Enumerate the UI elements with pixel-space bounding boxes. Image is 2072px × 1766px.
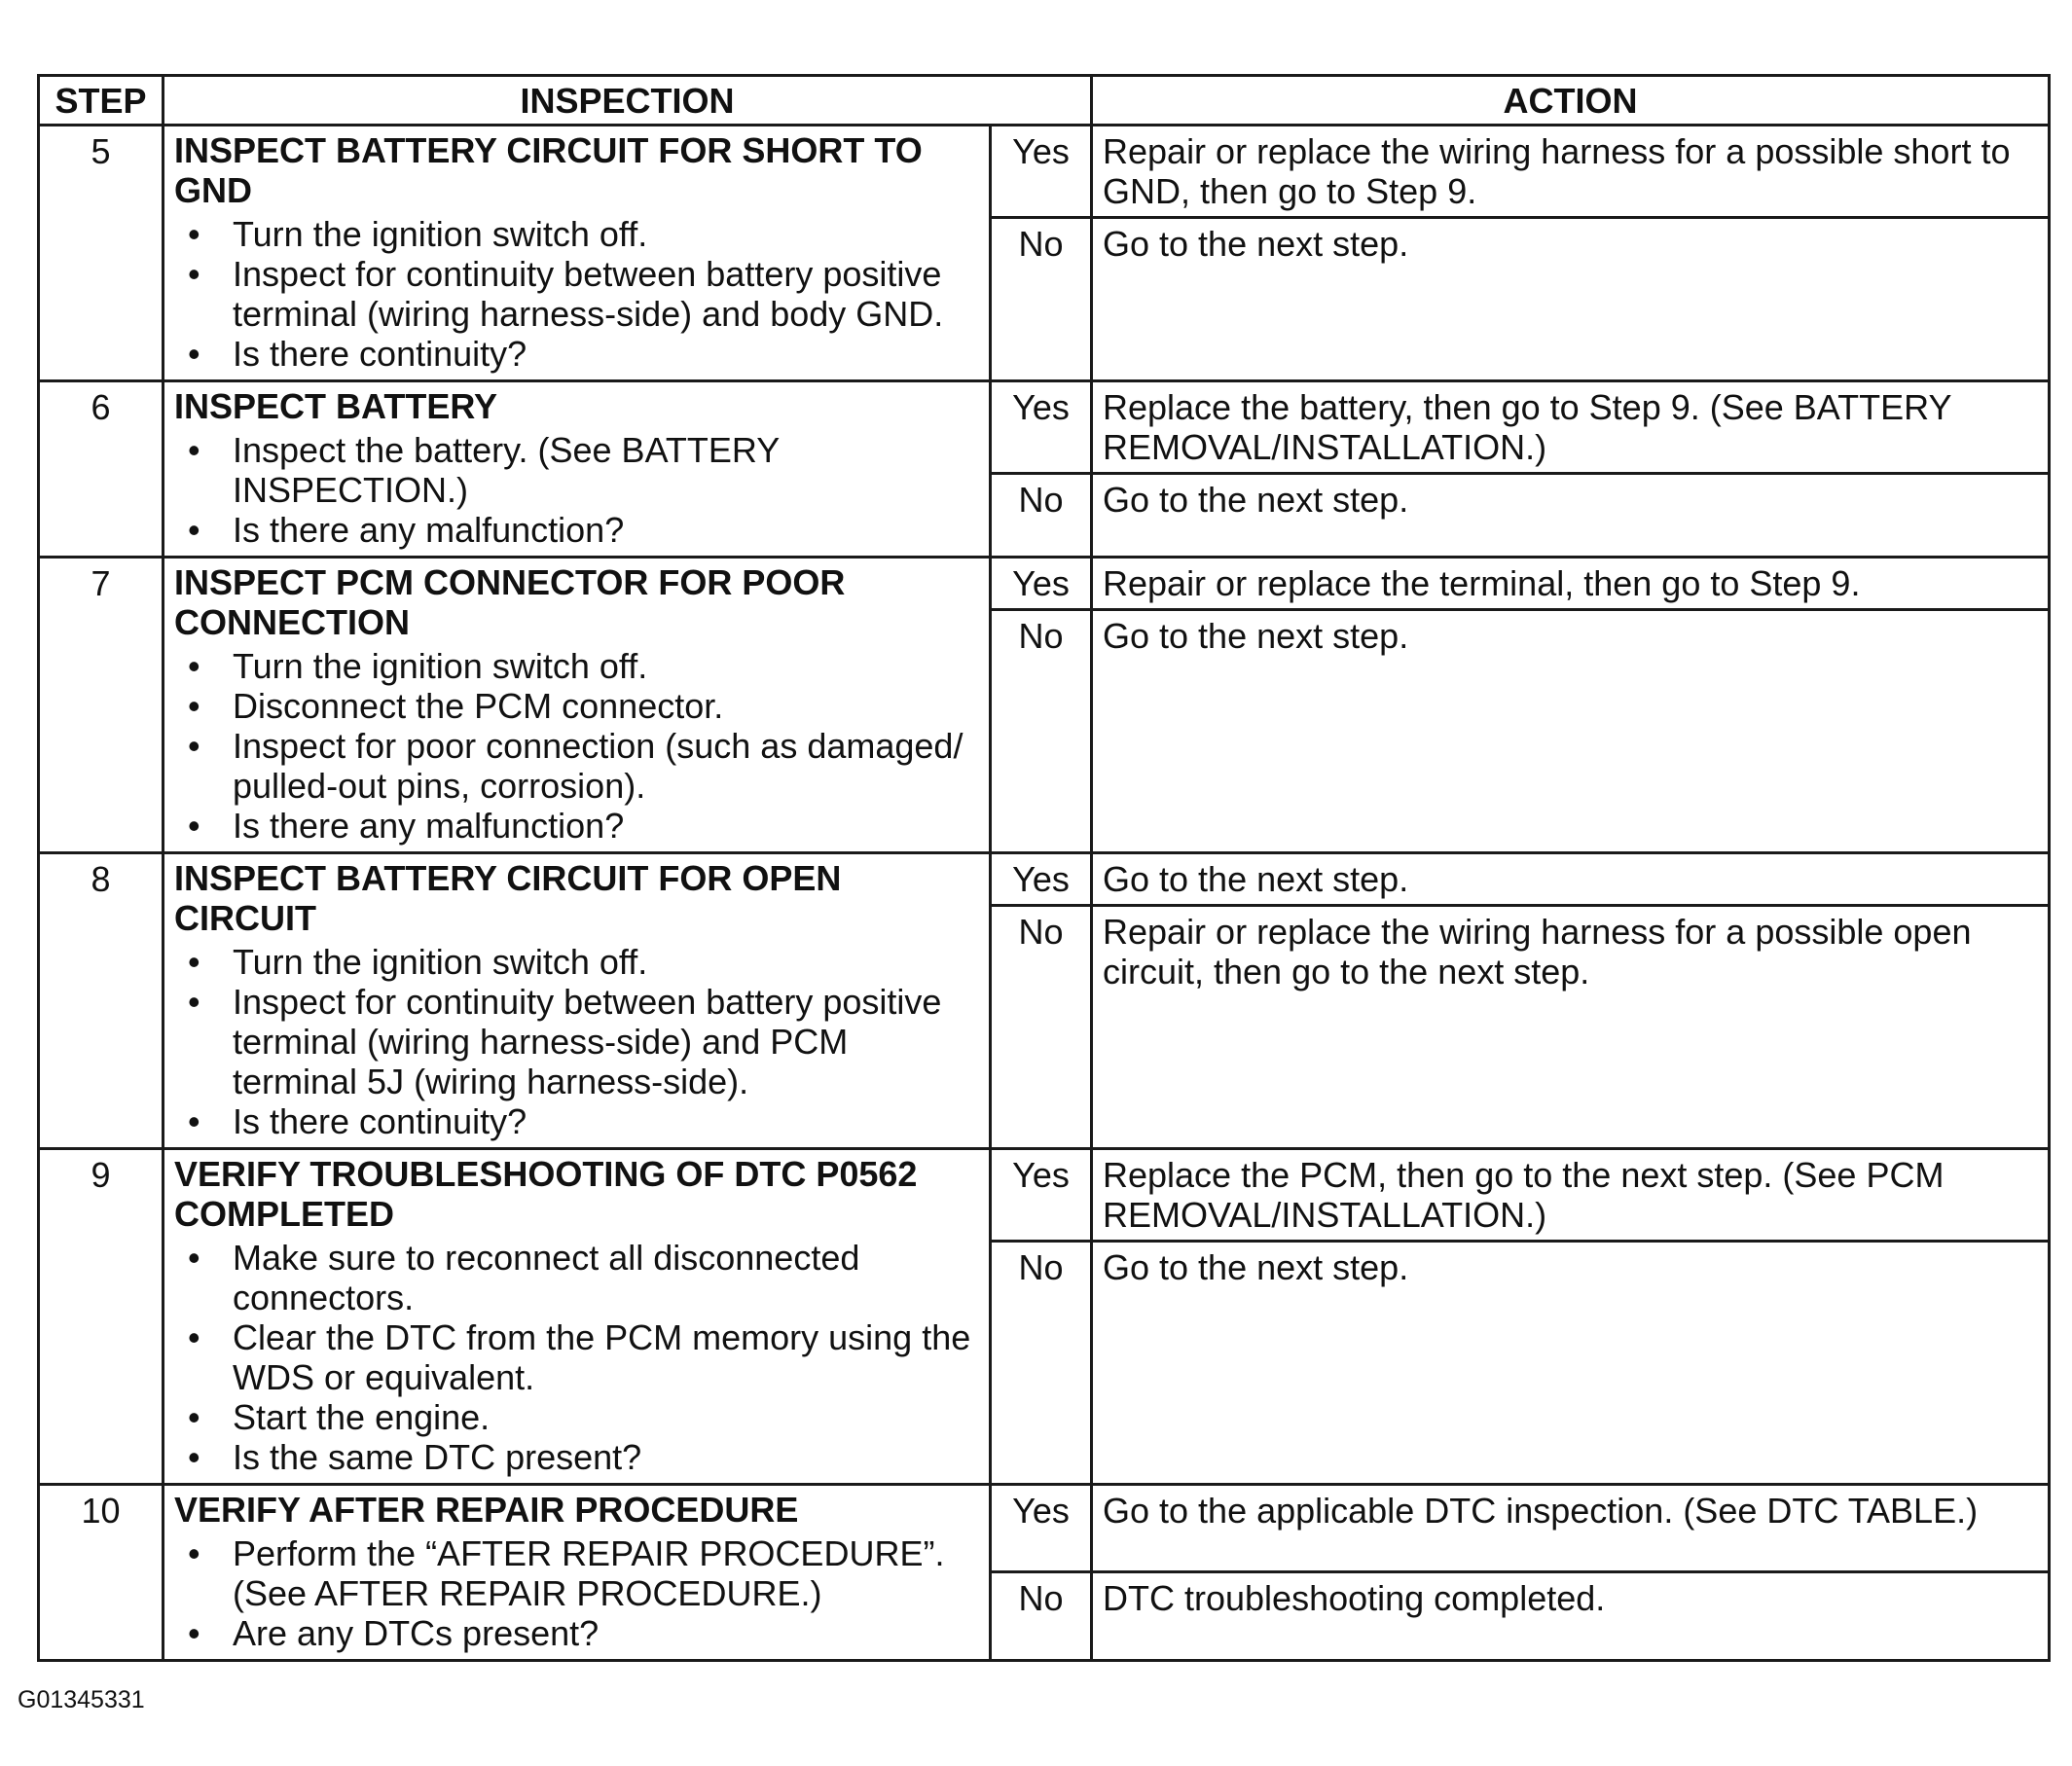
inspection-bullet: • Disconnect the PCM connector. bbox=[174, 686, 979, 726]
no-action: DTC troubleshooting completed. bbox=[1092, 1572, 2050, 1661]
inspection-title: INSPECT BATTERY bbox=[174, 386, 498, 426]
step-row-yes bbox=[39, 853, 2050, 906]
no-label: No bbox=[991, 1242, 1092, 1485]
yes-label: Yes bbox=[991, 558, 1092, 610]
no-action: Repair or replace the wiring harness for a possible open circuit, then go to the next step. bbox=[1092, 906, 2050, 1149]
inspection-bullets bbox=[174, 430, 979, 550]
yes-label: Yes bbox=[991, 853, 1092, 906]
inspection-title: INSPECT PCM CONNECTOR FOR POOR CONNECTION bbox=[174, 562, 846, 642]
no-label: No bbox=[991, 474, 1092, 558]
inspection-bullet: • Make sure to reconnect all disconnected connectors. bbox=[174, 1238, 979, 1317]
inspection-bullet: • Are any DTCs present? bbox=[174, 1613, 979, 1653]
inspection-bullet: • Clear the DTC from the PCM memory using the WDS or equivalent. bbox=[174, 1317, 979, 1397]
step-row-yes bbox=[39, 1149, 2050, 1242]
inspection-bullet: • Turn the ignition switch off. bbox=[174, 214, 979, 254]
inspection-bullet: • Is there continuity? bbox=[174, 1101, 979, 1141]
no-action: Go to the next step. bbox=[1092, 474, 2050, 558]
yes-action: Go to the next step. bbox=[1092, 853, 2050, 906]
header-step: STEP bbox=[39, 76, 164, 126]
inspection-bullets bbox=[174, 1533, 979, 1653]
inspection-bullet: • Inspect for continuity between battery positive terminal (wiring harness-side) and PCM terminal 5J (wiring harness-side). bbox=[174, 982, 979, 1101]
step-number: 6 bbox=[39, 381, 164, 558]
inspection-bullet: • Inspect for continuity between battery positive terminal (wiring harness-side) and body GND. bbox=[174, 254, 979, 334]
no-label: No bbox=[991, 1572, 1092, 1661]
step-row-yes bbox=[39, 1485, 2050, 1572]
inspection-bullet: • Inspect the battery. (See BATTERY INSPECTION.) bbox=[174, 430, 979, 510]
yes-action: Repair or replace the wiring harness for a possible short to GND, then go to Step 9. bbox=[1092, 126, 2050, 218]
inspection-title: INSPECT BATTERY CIRCUIT FOR SHORT TO GND bbox=[174, 130, 923, 210]
inspection-bullet: • Is the same DTC present? bbox=[174, 1437, 979, 1477]
yes-action: Repair or replace the terminal, then go to Step 9. bbox=[1092, 558, 2050, 610]
header-action: ACTION bbox=[1092, 76, 2050, 126]
inspection-bullet: • Start the engine. bbox=[174, 1397, 979, 1437]
no-label: No bbox=[991, 610, 1092, 853]
inspection-bullet: • Perform the “AFTER REPAIR PROCEDURE”. (See AFTER REPAIR PROCEDURE.) bbox=[174, 1533, 979, 1613]
yes-label: Yes bbox=[991, 1149, 1092, 1242]
inspection-bullets bbox=[174, 646, 979, 846]
inspection-bullet: • Inspect for poor connection (such as damaged/ pulled-out pins, corrosion). bbox=[174, 726, 979, 806]
step-number: 7 bbox=[39, 558, 164, 853]
yes-action: Replace the battery, then go to Step 9. (See BATTERY REMOVAL/INSTALLATION.) bbox=[1092, 381, 2050, 474]
no-label: No bbox=[991, 218, 1092, 381]
yes-label: Yes bbox=[991, 1485, 1092, 1572]
inspection-bullets bbox=[174, 942, 979, 1141]
inspection-title: INSPECT BATTERY CIRCUIT FOR OPEN CIRCUIT bbox=[174, 858, 842, 938]
step-row-yes bbox=[39, 558, 2050, 610]
step-number: 8 bbox=[39, 853, 164, 1149]
step-row-yes bbox=[39, 381, 2050, 474]
inspection-bullet: • Is there any malfunction? bbox=[174, 806, 979, 846]
step-number: 5 bbox=[39, 126, 164, 381]
inspection-cell bbox=[164, 1149, 991, 1485]
step-row-yes bbox=[39, 126, 2050, 218]
figure-code: G01345331 bbox=[18, 1686, 145, 1713]
troubleshooting-table bbox=[37, 74, 2051, 1662]
inspection-title: VERIFY TROUBLESHOOTING OF DTC P0562 COMPLETED bbox=[174, 1154, 918, 1234]
table-header-row bbox=[39, 76, 2050, 126]
inspection-cell bbox=[164, 558, 991, 853]
inspection-bullet: • Is there any malfunction? bbox=[174, 510, 979, 550]
inspection-title: VERIFY AFTER REPAIR PROCEDURE bbox=[174, 1490, 799, 1530]
inspection-bullet: • Is there continuity? bbox=[174, 334, 979, 374]
no-label: No bbox=[991, 906, 1092, 1149]
step-number: 10 bbox=[39, 1485, 164, 1661]
yes-action: Go to the applicable DTC inspection. (See DTC TABLE.) bbox=[1092, 1485, 2050, 1572]
inspection-cell bbox=[164, 381, 991, 558]
header-inspection: INSPECTION bbox=[164, 76, 1092, 126]
inspection-bullet: • Turn the ignition switch off. bbox=[174, 942, 979, 982]
yes-label: Yes bbox=[991, 126, 1092, 218]
no-action: Go to the next step. bbox=[1092, 610, 2050, 853]
no-action: Go to the next step. bbox=[1092, 218, 2050, 381]
yes-label: Yes bbox=[991, 381, 1092, 474]
inspection-cell bbox=[164, 1485, 991, 1661]
yes-action: Replace the PCM, then go to the next step. (See PCM REMOVAL/INSTALLATION.) bbox=[1092, 1149, 2050, 1242]
no-action: Go to the next step. bbox=[1092, 1242, 2050, 1485]
inspection-cell bbox=[164, 853, 991, 1149]
inspection-bullets bbox=[174, 214, 979, 374]
inspection-cell bbox=[164, 126, 991, 381]
inspection-bullets bbox=[174, 1238, 979, 1477]
inspection-bullet: • Turn the ignition switch off. bbox=[174, 646, 979, 686]
step-number: 9 bbox=[39, 1149, 164, 1485]
